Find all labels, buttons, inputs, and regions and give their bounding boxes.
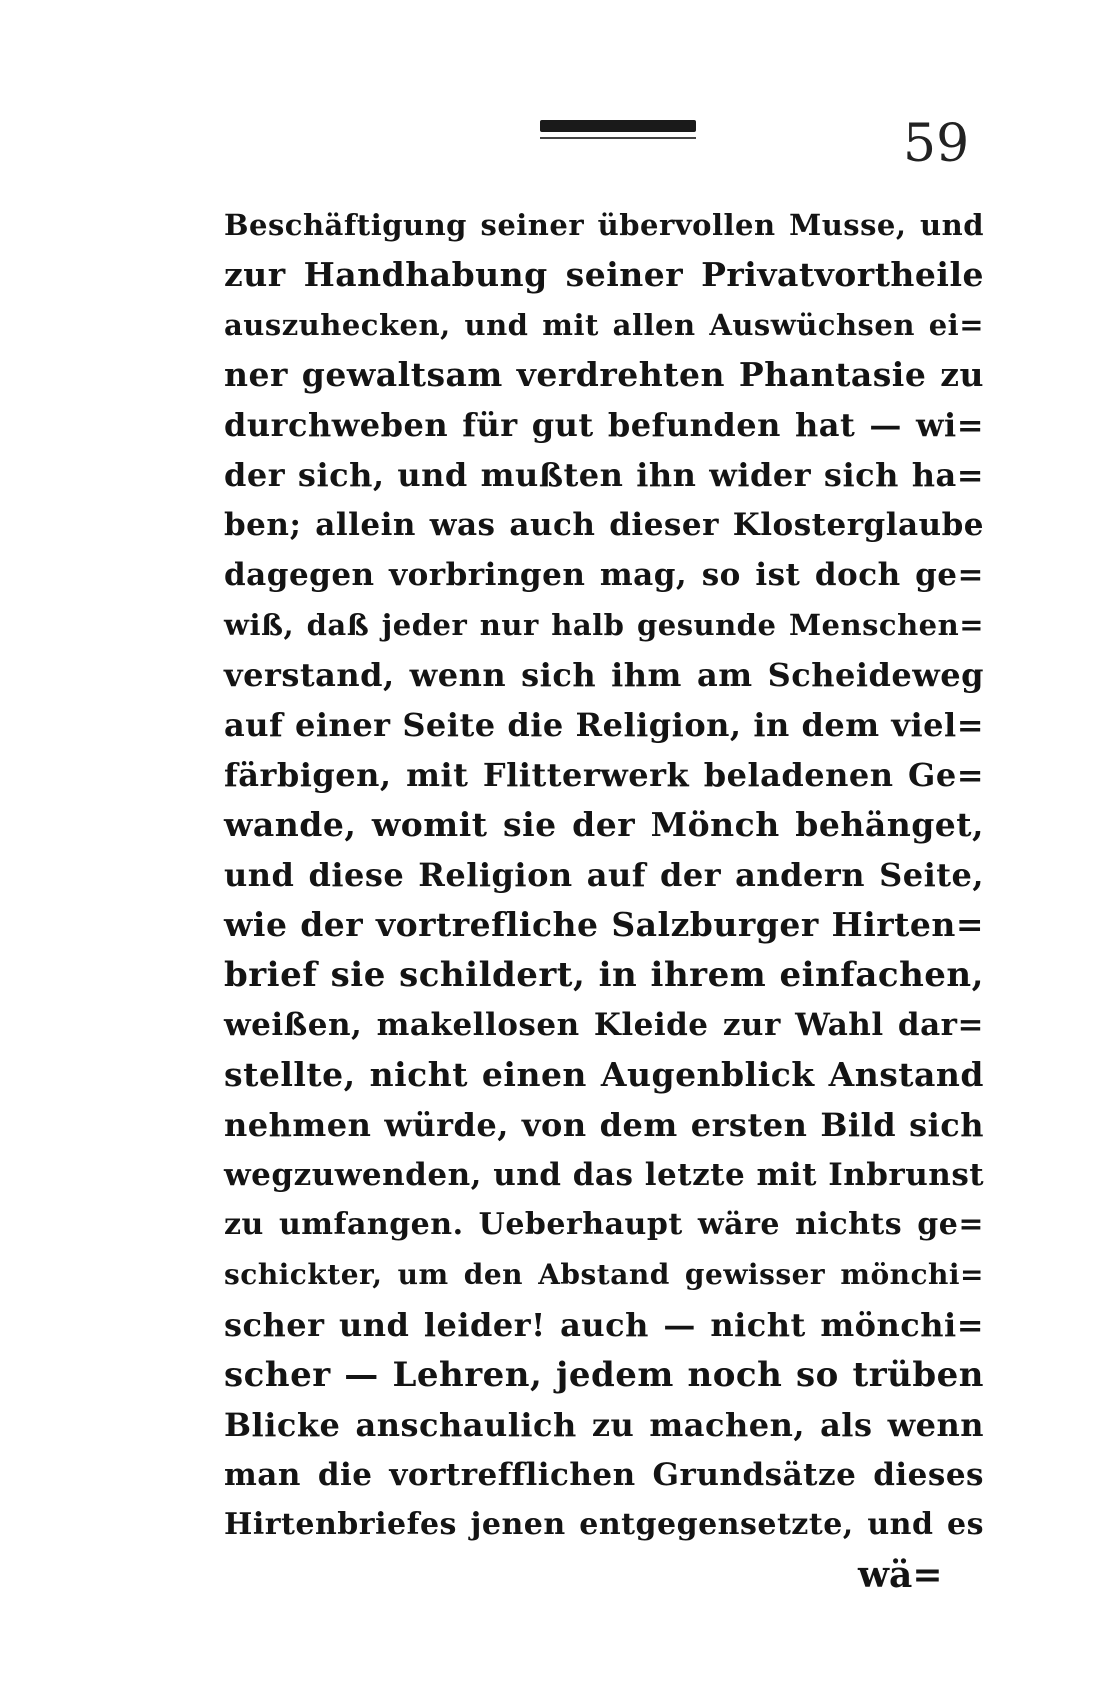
text-line: Hirtenbriefes jenen entgegensetzte, und es [224, 1507, 984, 1542]
text-line: dagegen vorbringen mag, so ist doch ge= [224, 557, 984, 593]
text-line: scher — Lehren, jedem noch so trüben [224, 1355, 984, 1395]
text-line: auszuhecken, und mit allen Auswüchsen ei= [224, 308, 984, 342]
header-thin-rule [540, 137, 696, 139]
text-line: wegzuwenden, und das letzte mit Inbrunst [224, 1157, 985, 1193]
catchword: wä= [858, 1554, 943, 1596]
body-text [224, 200, 984, 1550]
text-line: wande, womit sie der Mönch behänget, [224, 805, 984, 844]
text-line: scher und leider! auch — nicht mönchi= [224, 1306, 984, 1344]
text-line: man die vortrefflichen Grundsätze dieses [224, 1457, 984, 1493]
text-line: Blicke anschaulich zu machen, als wenn [224, 1406, 984, 1444]
text-line: verstand, wenn sich ihm am Scheideweg [224, 656, 984, 694]
text-line: zur Handhabung seiner Privatvortheile [224, 255, 984, 294]
text-line: auf einer Seite die Religion, in dem viel= [224, 706, 984, 744]
text-line: und diese Religion auf der andern Seite, [224, 856, 984, 894]
text-line: wie der vortrefliche Salzburger Hirten= [224, 905, 984, 944]
text-line: ben; allein was auch dieser Klosterglaube [224, 507, 984, 543]
text-line: zu umfangen. Ueberhaupt wäre nichts ge= [224, 1207, 984, 1242]
text-line: brief sie schildert, in ihrem einfachen, [224, 955, 984, 995]
text-line: färbigen, mit Flitterwerk beladenen Ge= [224, 756, 984, 794]
text-line: durchweben für gut befunden hat — wi= [224, 406, 984, 444]
header-ornament-rule [540, 120, 696, 132]
text-line: der sich, und mußten ihn wider sich ha= [224, 456, 984, 494]
text-line: stellte, nicht einen Augenblick Anstand [224, 1055, 984, 1094]
text-line: ner gewaltsam verdrehten Phantasie zu [224, 355, 984, 394]
page-number: 59 [903, 114, 970, 174]
text-line: schickter, um den Abstand gewisser mönchi= [224, 1258, 984, 1291]
text-line: weißen, makellosen Kleide zur Wahl dar= [224, 1007, 984, 1043]
text-line: Beschäftigung seiner übervollen Musse, und [224, 208, 984, 242]
text-line: nehmen würde, von dem ersten Bild sich [224, 1106, 984, 1144]
text-line: wiß, daß jeder nur halb gesunde Menschen= [224, 608, 984, 642]
